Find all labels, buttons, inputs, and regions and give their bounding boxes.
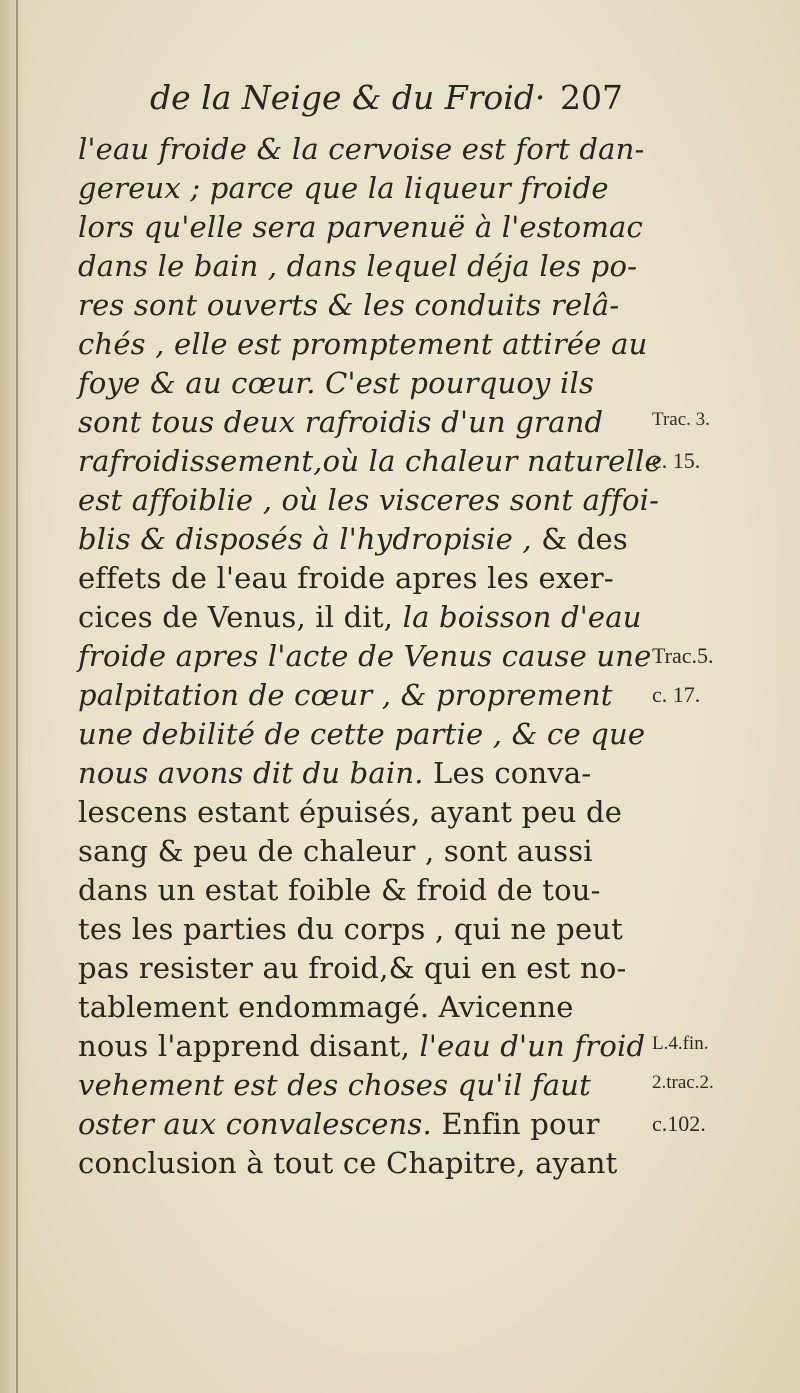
italic-text: blis & disposés à l'hydropisie , <box>78 522 542 556</box>
page-gutter <box>0 0 26 1393</box>
running-header <box>150 78 630 126</box>
text-line <box>78 169 648 208</box>
italic-text: nous avons dit du bain. <box>78 756 434 790</box>
italic-text: gereux ; parce que la liqueur froide <box>78 171 609 205</box>
margin-note: Trac.5. <box>652 643 714 668</box>
text-line <box>78 325 648 364</box>
text-line <box>78 403 648 442</box>
text-line <box>78 1027 648 1066</box>
italic-text: une debilité de cette partie , & ce que <box>78 717 646 751</box>
text-line <box>78 442 662 481</box>
text-line <box>78 637 652 676</box>
italic-text: froide apres l'acte de Venus cause une <box>78 639 652 673</box>
roman-text: Les conva- <box>433 756 592 790</box>
text-line <box>78 910 648 949</box>
text-line <box>78 832 648 871</box>
text-line <box>78 208 648 247</box>
italic-text: la boisson d'eau <box>402 600 642 634</box>
italic-text: palpitation de cœur , & proprement <box>78 678 613 712</box>
body-text <box>78 130 662 1183</box>
text-line <box>78 754 648 793</box>
text-line <box>78 364 648 403</box>
roman-text: tablement endommagé. Avicenne <box>78 990 574 1024</box>
italic-text: oster aux convalescens. <box>78 1107 442 1141</box>
binding-edge <box>16 0 18 1393</box>
margin-note: L.4.fin. <box>652 1033 709 1054</box>
text-line <box>78 598 648 637</box>
running-title: de la Neige & du Froid· <box>150 78 546 117</box>
text-line <box>78 1066 648 1105</box>
roman-text: conclusion à tout ce Chapitre, ayant <box>78 1146 618 1180</box>
roman-text: cices de Venus, il dit, <box>78 600 403 634</box>
italic-text: lors qu'elle sera parvenuë à l'estomac <box>78 210 643 244</box>
text-line <box>78 676 648 715</box>
text-line <box>78 871 648 910</box>
roman-text: sang & peu de chaleur , sont aussi <box>78 834 593 868</box>
italic-text: rafroidissement,où la chaleur naturelle <box>78 444 662 478</box>
text-line <box>78 1105 648 1144</box>
page-number: 207 <box>560 78 623 117</box>
text-line <box>78 520 648 559</box>
text-line <box>78 481 660 520</box>
margin-note: c.102. <box>652 1111 706 1136</box>
roman-text: Enfin pour <box>441 1107 600 1141</box>
italic-text: dans le bain , dans lequel déja les po- <box>78 249 638 283</box>
roman-text: & des <box>541 522 628 556</box>
text-line <box>78 1144 648 1183</box>
italic-text: sont tous deux rafroidis d'un grand <box>78 405 604 439</box>
text-line <box>78 949 648 988</box>
roman-text: tes les parties du corps , qui ne peut <box>78 912 623 946</box>
italic-text: chés , elle est promptement attirée au <box>78 327 648 361</box>
italic-text: foye & au cœur. C'est pourquoy ils <box>78 366 595 400</box>
text-line <box>78 130 648 169</box>
italic-text: est affoiblie , où les visceres sont affoi- <box>78 483 660 517</box>
roman-text: nous l'apprend disant, <box>78 1029 420 1063</box>
text-line <box>78 793 648 832</box>
margin-note: 2.trac.2. <box>652 1072 714 1093</box>
italic-text: l'eau froide & la cervoise est fort dan- <box>78 132 645 166</box>
text-line <box>78 286 648 325</box>
roman-text: dans un estat foible & froid de tou- <box>78 873 601 907</box>
roman-text: pas resister au froid,& qui en est no- <box>78 951 627 985</box>
italic-text: res sont ouverts & les conduits relâ- <box>78 288 620 322</box>
text-line <box>78 247 648 286</box>
margin-note: Trac. 3. <box>652 409 710 430</box>
margin-note: c. 15. <box>652 448 701 473</box>
italic-text: l'eau d'un froid <box>419 1029 646 1063</box>
italic-text: vehement est des choses qu'il faut <box>78 1068 591 1102</box>
text-line <box>78 988 648 1027</box>
roman-text: effets de l'eau froide apres les exer- <box>78 561 614 595</box>
text-line <box>78 559 648 598</box>
margin-note: c. 17. <box>652 682 701 707</box>
roman-text: lescens estant épuisés, ayant peu de <box>78 795 623 829</box>
text-line <box>78 715 648 754</box>
